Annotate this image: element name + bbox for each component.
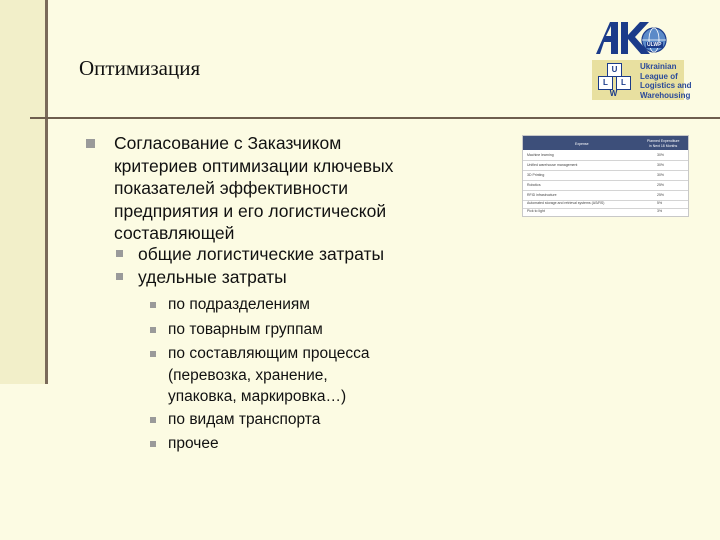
list-item-line: составляющей	[114, 223, 235, 244]
ulw-line: Warehousing	[640, 90, 691, 100]
list-item: удельные затраты	[138, 267, 287, 287]
ulw-letter: L	[598, 76, 613, 90]
logo-badge-text: ULWP	[647, 42, 662, 48]
table-row	[523, 206, 688, 216]
thumbnail-header-right: Planned Expenditure	[647, 139, 680, 143]
table-cell: 30%	[657, 163, 665, 167]
thumbnail-header-right: in Next 18 Months	[649, 144, 678, 148]
bullet-marker	[150, 441, 156, 447]
list-item-line: показателей эффективности	[114, 178, 349, 199]
ulw-letter: W	[609, 89, 618, 98]
title-divider	[30, 117, 720, 119]
list-item	[114, 132, 393, 245]
left-decor-bar	[0, 0, 47, 384]
bullet-marker	[150, 417, 156, 423]
table-cell: Robotics	[527, 183, 541, 187]
slide-title: Оптимизация	[79, 56, 201, 80]
list-item-line: (перевозка, хранение,	[168, 366, 328, 384]
list-item	[168, 343, 370, 408]
list-item-line: Согласование с Заказчиком	[114, 133, 342, 153]
table-cell: Pick to light	[527, 209, 545, 213]
table-cell: 25%	[657, 183, 665, 187]
table-cell: Automated storage and retrieval systems (AS/RS)	[527, 201, 605, 205]
bullet-marker	[150, 327, 156, 333]
table-cell: 3%	[657, 209, 663, 213]
ulw-line: Ukrainian	[640, 62, 677, 71]
bullet-marker	[150, 351, 156, 357]
ulw-logo-text	[640, 62, 692, 100]
left-decor-edge	[45, 0, 48, 384]
bullet-marker	[86, 139, 95, 148]
ulw-line: League of	[640, 71, 678, 81]
table-cell: 5%	[657, 201, 663, 205]
table-cell: Machine learning	[527, 153, 554, 157]
ulw-line: Logistics and	[640, 81, 692, 90]
thumbnail-header	[523, 136, 688, 150]
table-cell: 30%	[657, 153, 665, 157]
list-item: по товарным группам	[168, 321, 323, 338]
bullet-marker	[116, 250, 123, 257]
table-cell: Unified warehouse management	[527, 163, 578, 167]
bullet-marker	[150, 302, 156, 308]
ulw-letter: L	[616, 76, 631, 90]
list-item-line: упаковка, маркировка…)	[168, 388, 347, 405]
thumbnail-header-left: Expense	[575, 142, 589, 146]
list-item-line: критериев оптимизации ключевых	[114, 155, 394, 176]
table-cell: 3D Printing	[527, 173, 545, 177]
bullet-marker	[116, 273, 123, 280]
ulw-letter: U	[607, 63, 622, 77]
list-item: прочее	[168, 435, 219, 452]
table-cell: 30%	[657, 173, 665, 177]
thumbnail-table	[522, 135, 689, 217]
table-cell: RFID infrastructure	[527, 193, 557, 197]
list-item: по видам транспорта	[168, 411, 321, 428]
table-cell: 25%	[657, 193, 665, 197]
list-item-line: предприятия и его логистической	[114, 200, 387, 221]
list-item-line: по составляющим процесса	[168, 345, 370, 362]
list-item: общие логистические затраты	[138, 244, 385, 264]
list-item: по подразделениям	[168, 296, 310, 313]
